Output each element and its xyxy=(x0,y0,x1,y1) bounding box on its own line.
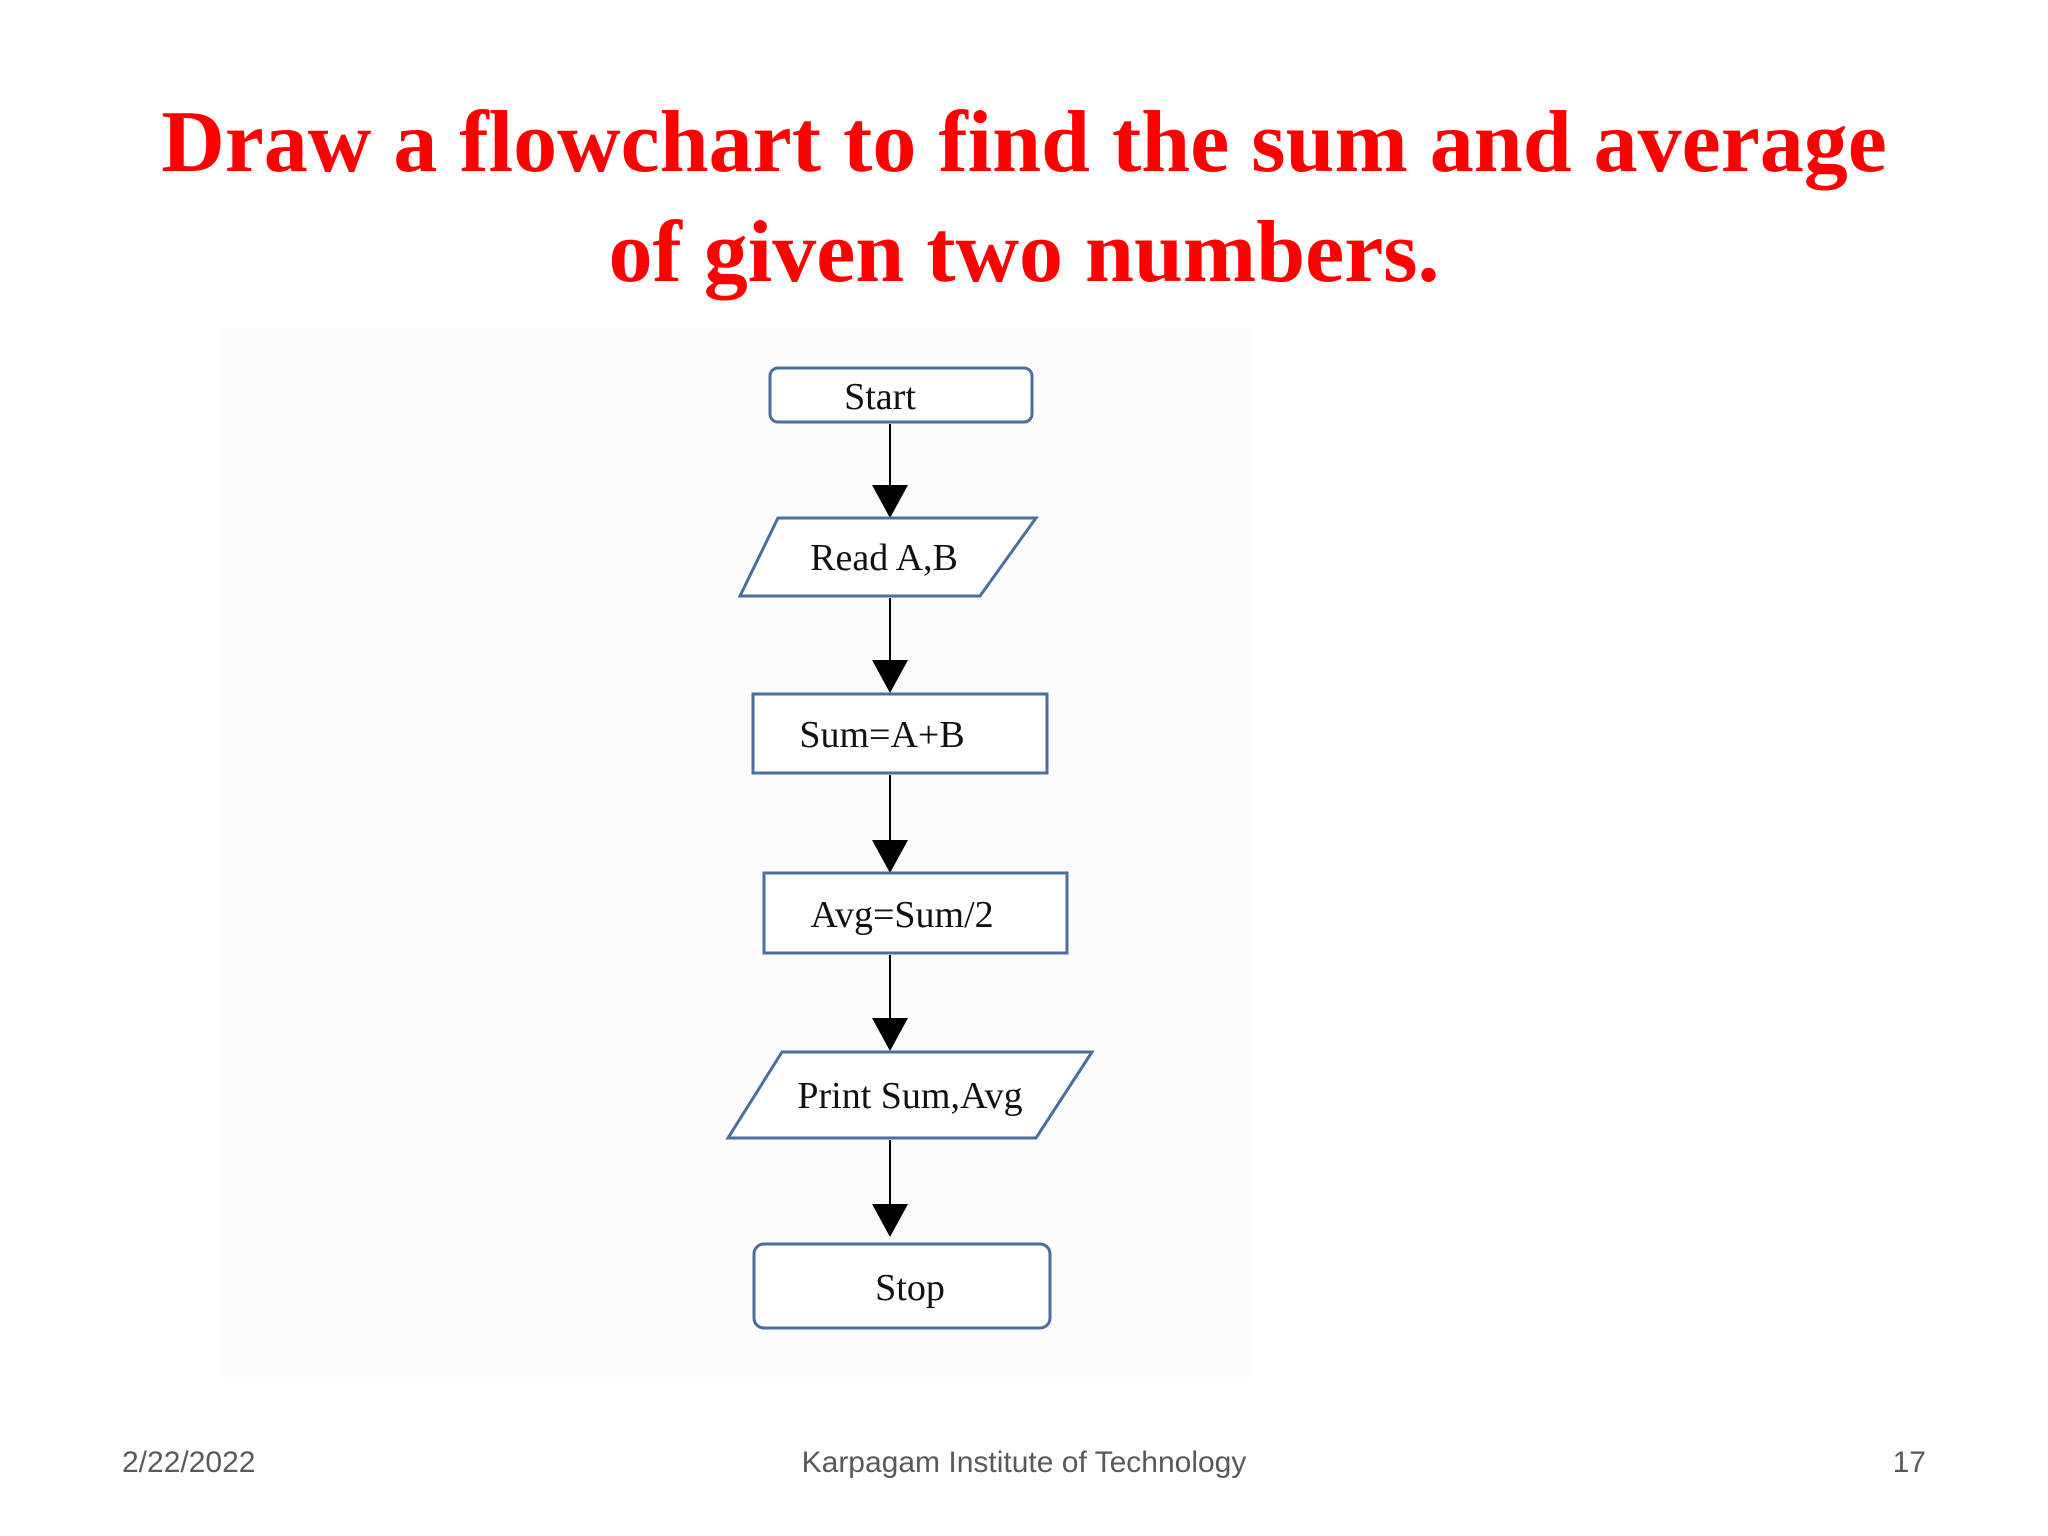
node-start-label: Start xyxy=(844,376,916,418)
arrowhead-read xyxy=(872,485,908,518)
footer-page-number: 17 xyxy=(1892,1446,1926,1479)
arrowhead-print xyxy=(872,1018,908,1051)
node-print-label: Print Sum,Avg xyxy=(797,1075,1023,1117)
arrowhead-sum xyxy=(872,660,908,693)
node-avg xyxy=(764,873,1067,953)
node-start xyxy=(770,368,1032,422)
footer-institution: Karpagam Institute of Technology xyxy=(801,1446,1247,1479)
slide-title-line-2: of given two numbers. xyxy=(608,204,1440,301)
arrowhead-avg xyxy=(872,840,908,873)
node-stop xyxy=(754,1244,1050,1328)
footer-date: 2/22/2022 xyxy=(122,1446,256,1479)
node-print xyxy=(728,1052,1092,1138)
node-sum-label: Sum=A+B xyxy=(799,714,965,756)
slide-title-line-1: Draw a flowchart to find the sum and average xyxy=(161,94,1887,191)
arrowhead-stop xyxy=(872,1204,908,1237)
node-read xyxy=(740,518,1036,596)
node-read-label: Read A,B xyxy=(810,537,958,579)
node-sum xyxy=(753,694,1047,773)
node-stop-label: Stop xyxy=(875,1267,945,1309)
node-avg-label: Avg=Sum/2 xyxy=(810,894,994,936)
